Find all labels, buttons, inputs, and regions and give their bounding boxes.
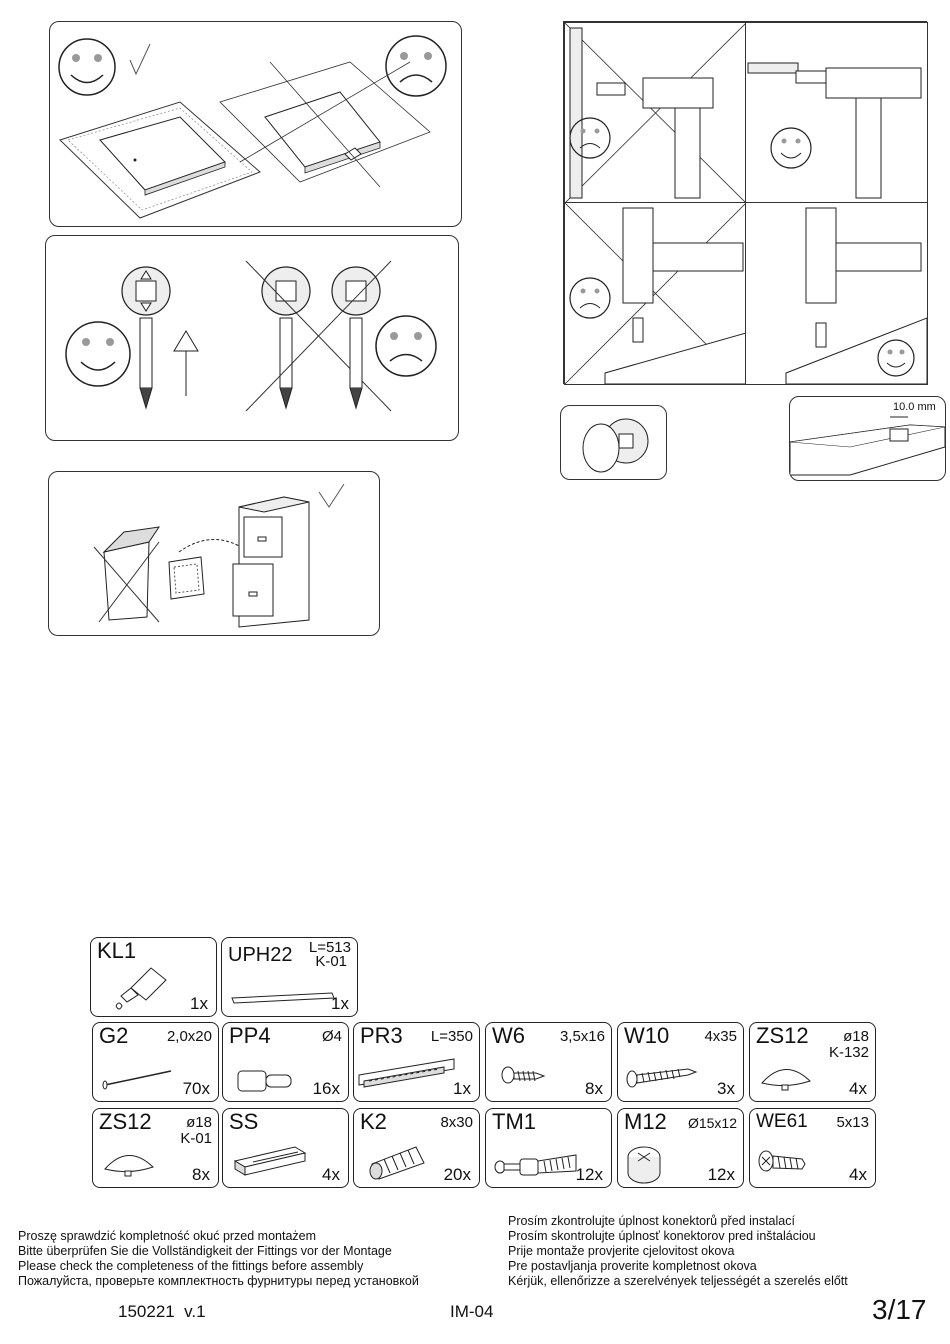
part-uph22 [221, 937, 358, 1017]
cam-lock-correct [122, 267, 170, 408]
footer-date-version: 150221 v.1 [118, 1302, 206, 1321]
carpet-illustration [50, 22, 461, 226]
part-code: SS [229, 1109, 259, 1134]
trash-bin-icon [94, 527, 159, 622]
panel-cam-lock-orientation [45, 235, 459, 441]
part-qty: 20x [443, 1165, 471, 1184]
part-qty: 1x [190, 994, 208, 1013]
part-spec: Ø4 [321, 1028, 342, 1045]
happy-face-icon [771, 128, 811, 168]
hammer-vertical-wrong-illustration [565, 203, 746, 384]
part-ss [222, 1108, 349, 1188]
notes-right [508, 1214, 848, 1289]
note-line: Prosím skontrolujte úplnosť konektorov pred inštaláciou [508, 1229, 816, 1243]
part-code: PP4 [229, 1023, 271, 1048]
note-line: Prije montaže provjerite cjelovitost okova [508, 1244, 735, 1258]
part-qty: 1x [331, 994, 349, 1013]
part-qty: 16x [312, 1079, 340, 1098]
happy-face-icon [66, 322, 130, 386]
part-code: UPH22 [228, 944, 293, 966]
part-we61 [749, 1108, 876, 1188]
hammer-vertical-right-illustration [746, 203, 927, 384]
part-spec: ø18 [186, 1114, 212, 1131]
notes-left [18, 1229, 419, 1289]
board-on-floor-bad [220, 62, 430, 187]
cap-cover-illustration [561, 406, 666, 479]
part-spec: 5x13 [836, 1114, 869, 1131]
part-code: PR3 [360, 1023, 403, 1048]
carpet-board-good [60, 102, 260, 218]
part-qty: 4x [849, 1079, 867, 1098]
hammer-technique-grid [563, 21, 927, 384]
part-spec-2: K-01 [180, 1130, 212, 1147]
part-spec: 4x35 [704, 1028, 737, 1045]
hammer-dowel-wrong-illustration [565, 23, 746, 203]
panel-dowel-depth [789, 396, 946, 481]
part-pr3 [353, 1022, 480, 1102]
part-qty: 12x [707, 1165, 735, 1184]
part-spec: L=513 [308, 939, 351, 956]
part-k2 [353, 1108, 480, 1188]
note-line: Please check the completeness of the fittings before assembly [18, 1259, 364, 1273]
sad-face-icon [376, 316, 436, 376]
part-qty: 12x [575, 1165, 603, 1184]
happy-face-icon [59, 39, 115, 95]
note-line: Pre postavljanja proverite kompletnost okova [508, 1259, 757, 1273]
part-code: G2 [99, 1023, 129, 1048]
note-line: Proszę sprawdzić kompletność okuć przed montażem [18, 1229, 317, 1243]
part-zs12-k132 [749, 1022, 876, 1102]
part-qty: 8x [585, 1079, 603, 1098]
part-qty: 1x [453, 1079, 471, 1098]
part-code: M12 [624, 1109, 667, 1134]
part-zs12-k01 [92, 1108, 219, 1188]
hammer-cell-right-1 [745, 22, 928, 204]
part-m12 [617, 1108, 744, 1188]
check-icon [319, 484, 344, 507]
keep-instructions-illustration [49, 472, 379, 635]
part-spec: Ø15x12 [687, 1115, 737, 1131]
part-spec: ø18 [843, 1028, 869, 1045]
part-qty: 70x [182, 1079, 210, 1098]
cam-lock-illustration [46, 236, 458, 440]
part-spec: 8x30 [440, 1114, 473, 1131]
part-code: TM1 [492, 1109, 536, 1134]
part-g2 [92, 1022, 219, 1102]
note-line: Bitte überprüfen Sie die Vollständigkeit der Fittings vor der Montage [18, 1244, 392, 1258]
part-spec: 2,0x20 [166, 1028, 212, 1045]
cabinet-with-drawer-icon [233, 497, 309, 627]
part-spec-2: K-01 [315, 953, 347, 970]
sad-face-icon [386, 36, 446, 96]
dimension-label: 10.0 mm [893, 401, 936, 413]
check-icon [130, 44, 150, 74]
part-code: KL1 [97, 938, 137, 963]
panel-assemble-on-carpet [49, 21, 462, 227]
part-qty: 4x [322, 1165, 340, 1184]
part-code: W10 [624, 1023, 670, 1048]
part-spec-2: K-132 [828, 1044, 869, 1061]
sad-face-icon [570, 278, 610, 318]
note-line: Kérjük, ellenőrizze a szerelvények teljességét a szerelés előtt [508, 1274, 848, 1288]
hammer-cell-right-2 [745, 202, 928, 385]
part-spec: L=350 [430, 1028, 473, 1045]
hammer-dowel-right-illustration [746, 23, 927, 203]
part-code: ZS12 [99, 1109, 152, 1134]
panel-cap-cover [560, 405, 667, 480]
part-tm1 [485, 1108, 612, 1188]
part-qty: 4x [849, 1165, 867, 1184]
hammer-cell-wrong-1 [564, 22, 747, 204]
arrow-up-icon [174, 331, 198, 396]
hammer-cell-wrong-2 [564, 202, 747, 385]
part-code: W6 [492, 1023, 525, 1048]
part-code: K2 [360, 1109, 387, 1134]
part-pp4 [222, 1022, 349, 1102]
footer-model: IM-04 [450, 1302, 494, 1321]
part-w6 [485, 1022, 612, 1102]
page-number: 3/17 [872, 1294, 927, 1325]
note-line: Prosím zkontrolujte úplnost konektorů před instalací [508, 1214, 795, 1228]
part-qty: 8x [192, 1165, 210, 1184]
part-spec: 3,5x16 [559, 1028, 605, 1045]
part-w10 [617, 1022, 744, 1102]
part-code: ZS12 [756, 1023, 809, 1048]
part-code: WE61 [756, 1111, 808, 1132]
part-kl1 [90, 937, 217, 1017]
panel-keep-instructions [48, 471, 380, 636]
note-line: Пожалуйста, проверьте комплектность фурнитуры перед установкой [18, 1274, 419, 1288]
part-qty: 3x [717, 1079, 735, 1098]
